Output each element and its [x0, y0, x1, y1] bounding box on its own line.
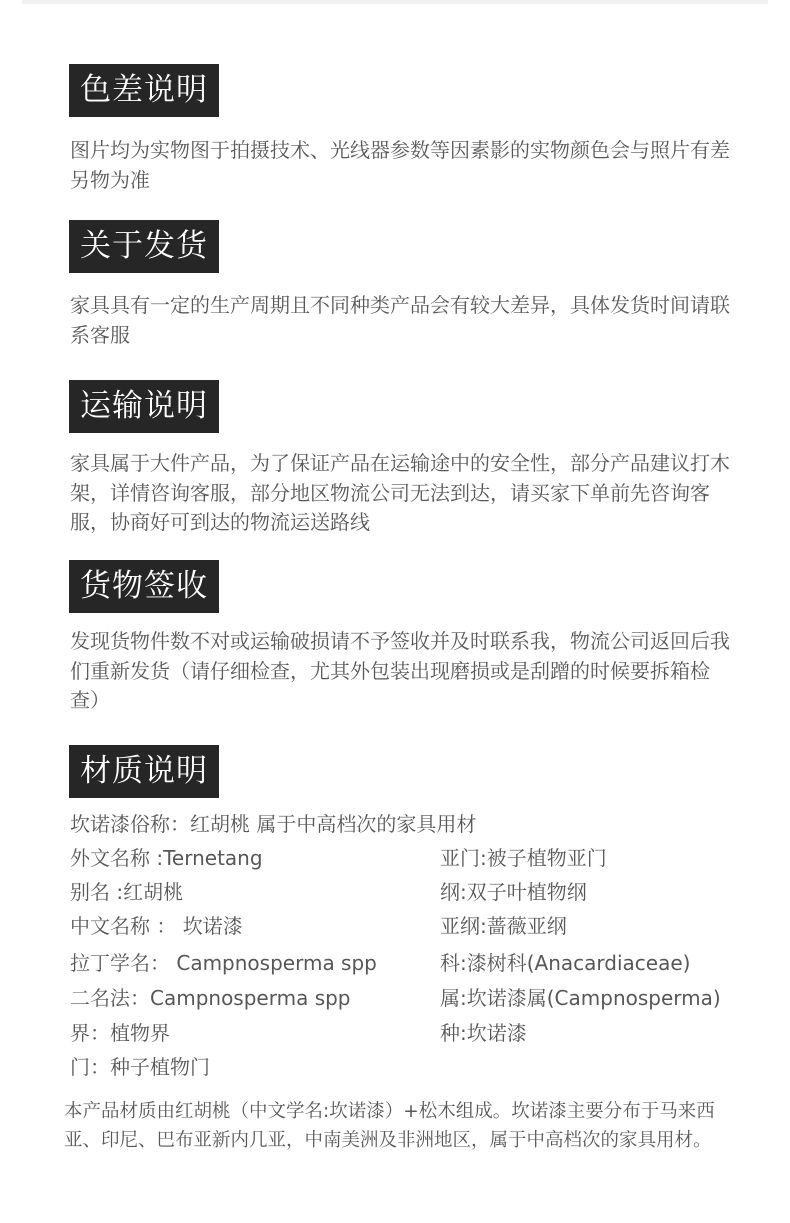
- material-left-item: 别名 :红胡桃: [70, 880, 184, 904]
- receipt-text: 发现货物件数不对或运输破损请不予签收并及时联系我，物流公司返回后我们重新发货（请仔细检查，尤其外包装出现磨损或是刮蹭的时候要拆箱检查）: [70, 629, 730, 712]
- top-divider: [22, 0, 768, 4]
- material-right-item: 纲:双子叶植物纲: [440, 880, 587, 904]
- material-intro: 坎诺漆俗称：红胡桃 属于中高档次的家具用材: [70, 812, 477, 836]
- section-title-color-difference: 色差说明: [69, 64, 219, 117]
- material-left-item: 二名法：Campnosperma spp: [70, 986, 351, 1010]
- transport-text: 家具属于大件产品，为了保证产品在运输途中的安全性，部分产品建议打木架，详情咨询客服，部分地区物流公司无法到达，请买家下单前先咨询客服，协商好可到达的物流运送路线: [70, 451, 730, 534]
- material-right-item: 科:漆树科(Anacardiaceae): [440, 951, 691, 975]
- material-right-item: 亚门:被子植物亚门: [440, 846, 607, 870]
- material-right-item: 亚纲:蔷薇亚纲: [440, 914, 567, 938]
- material-left-item: 门：种子植物门: [70, 1055, 210, 1079]
- section-title-transport: 运输说明: [69, 380, 219, 433]
- section-title-material: 材质说明: [69, 745, 219, 798]
- material-left-item: 外文名称 :Ternetang: [70, 846, 263, 870]
- material-right-item: 种:坎诺漆: [440, 1021, 527, 1045]
- material-left-item: 拉丁学名： Campnosperma spp: [70, 951, 377, 975]
- material-left-item: 界：植物界: [70, 1021, 170, 1045]
- material-left-item: 中文名称 ： 坎诺漆: [70, 914, 243, 938]
- section-title-shipping: 关于发货: [69, 220, 219, 273]
- section-title-receipt: 货物签收: [69, 560, 219, 613]
- shipping-text: 家具具有一定的生产周期且不同种类产品会有较大差异，具体发货时间请联系客服: [70, 293, 730, 347]
- material-right-item: 属:坎诺漆属(Campnosperma): [440, 986, 721, 1010]
- material-note: 本产品材质由红胡桃（中文学名:坎诺漆）+松木组成。坎诺漆主要分布于马来西亚、印尼、巴布亚新内几亚，中南美洲及非洲地区，属于中高档次的家具用材。: [64, 1101, 715, 1151]
- color-difference-text: 图片均为实物图于拍摄技术、光线器参数等因素影的实物颜色会与照片有差另物为准: [70, 138, 730, 192]
